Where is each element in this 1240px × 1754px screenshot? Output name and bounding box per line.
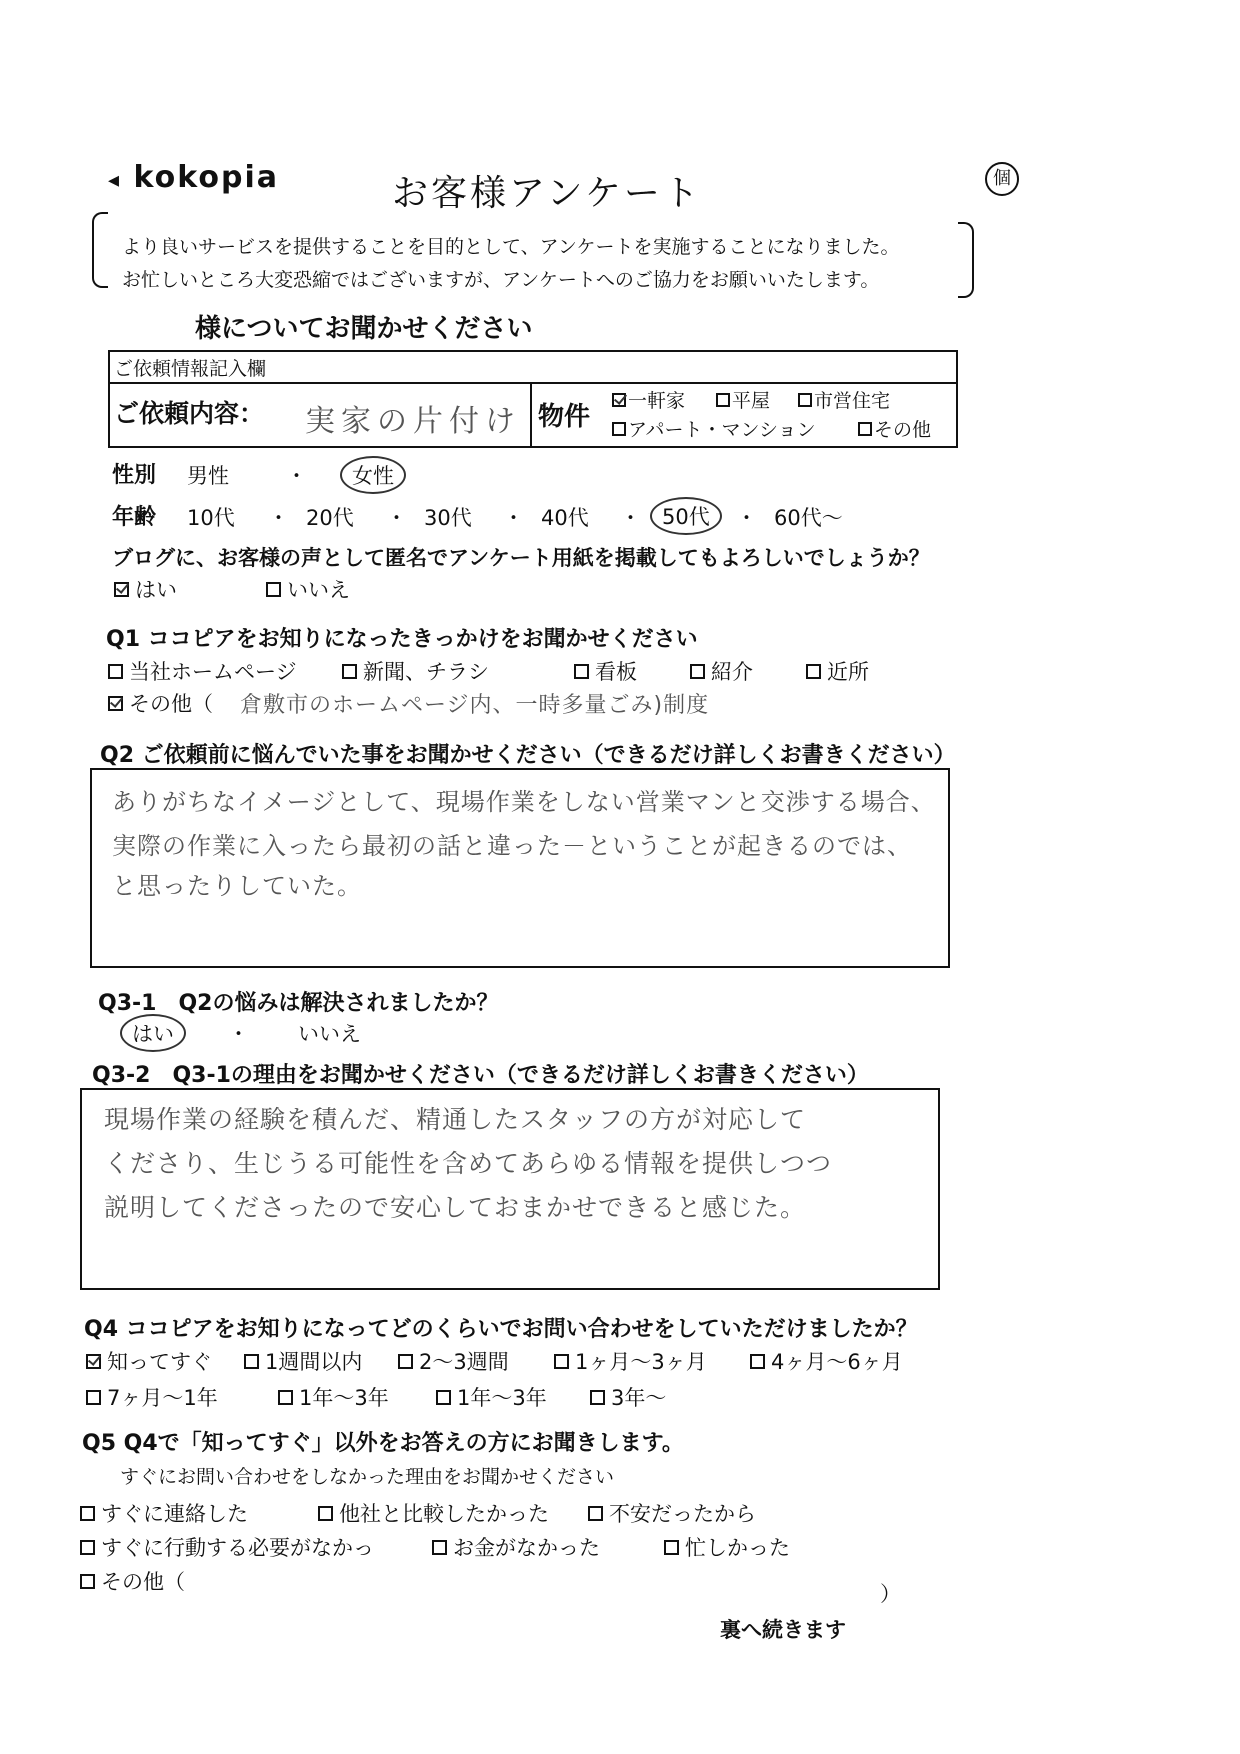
intro-line-2: お忙しいところ大変恐縮ではございますが、アンケートへのご協力をお願いいたします。: [122, 269, 880, 291]
q3-2-answer-line-2: くださり、生じうる可能性を含めてあらゆる情報を提供しつつ: [104, 1149, 833, 1178]
q5-option-no-money[interactable]: [432, 1532, 600, 1562]
intro-line-1: より良いサービスを提供することを目的として、アンケートを実施することになりました。: [122, 236, 900, 258]
age-option-60[interactable]: 60代〜: [774, 506, 843, 530]
checkbox[interactable]: [798, 393, 812, 407]
checkbox[interactable]: [664, 1540, 679, 1555]
age-sep-5: ・: [736, 506, 757, 530]
age-option-10[interactable]: 10代: [187, 506, 235, 530]
property-option-label: 市営住宅: [814, 390, 891, 412]
checkbox[interactable]: [108, 696, 123, 711]
blog-no-label: いいえ: [287, 578, 350, 602]
q3-1-question: Q3-1 Q2の悩みは解決されましたか？: [98, 991, 499, 1016]
q5-other-close: ）: [880, 1582, 901, 1606]
age-option-20[interactable]: 20代: [306, 506, 354, 530]
logo-text: kokopia: [133, 160, 280, 195]
property-option-label: その他: [874, 419, 932, 441]
q2-question: Q2 ご依頼前に悩んでいた事をお聞かせください（できるだけ詳しくお書きください）: [100, 743, 956, 768]
intro-bracket-right: [958, 222, 974, 298]
badge-text: 個: [993, 168, 1011, 189]
q4-option-1week[interactable]: [244, 1346, 362, 1376]
q5-option-contacted[interactable]: [80, 1498, 248, 1528]
checkbox[interactable]: [806, 664, 821, 679]
checkbox[interactable]: [750, 1354, 765, 1369]
property-option-label: アパート・マンション: [628, 419, 816, 441]
age-sep-3: ・: [503, 506, 524, 530]
checkbox[interactable]: [342, 664, 357, 679]
blog-yes-label: はい: [135, 578, 177, 602]
checkbox[interactable]: [80, 1540, 95, 1555]
gender-separator: ・: [286, 464, 307, 488]
property-option-label: 平屋: [732, 390, 771, 412]
q3-2-answer-line-3: 説明してくださったので安心しておまかせできると感じた。: [104, 1193, 807, 1222]
q5-option-label: 不安だったから: [609, 1502, 756, 1526]
q1-option-label: 看板: [595, 660, 637, 684]
q1-option-newspaper[interactable]: [342, 656, 489, 686]
q1-option-neighborhood[interactable]: [806, 656, 869, 686]
checkbox[interactable]: [244, 1354, 259, 1369]
checkbox[interactable]: [432, 1540, 447, 1555]
q3-1-no[interactable]: いいえ: [298, 1022, 361, 1046]
q3-2-question: Q3-2 Q3-1の理由をお聞かせください（できるだけ詳しくお書きください）: [92, 1063, 869, 1088]
checkbox[interactable]: [574, 664, 589, 679]
q1-option-label: 紹介: [711, 660, 753, 684]
q4-option-immediately[interactable]: [86, 1346, 212, 1376]
request-content-value: 実家の片付け: [305, 404, 521, 439]
q1-option-other[interactable]: [108, 688, 213, 718]
age-option-40[interactable]: 40代: [541, 506, 589, 530]
property-option-label: 一軒家: [628, 390, 686, 412]
q4-option-1-3years-a[interactable]: [278, 1382, 389, 1412]
q2-answer-line-1: ありがちなイメージとして、現場作業をしない営業マンと交渉する場合、: [112, 788, 936, 816]
checkbox[interactable]: [612, 422, 626, 436]
blog-no[interactable]: [266, 574, 350, 604]
gender-label: 性別: [112, 463, 157, 488]
continue-note: 裏へ続きます: [720, 1618, 846, 1642]
checkbox[interactable]: [690, 664, 705, 679]
q3-1-separator: ・: [228, 1022, 249, 1046]
q1-option-label: 新聞、チラシ: [363, 660, 489, 684]
checkbox[interactable]: [590, 1390, 605, 1405]
age-label: 年齢: [112, 505, 157, 530]
q4-option-label: 4ヶ月〜6ヶ月: [771, 1350, 903, 1374]
logo: [108, 160, 279, 195]
age-option-50[interactable]: 50代: [650, 497, 722, 535]
checkbox[interactable]: [716, 393, 730, 407]
checkbox[interactable]: [398, 1354, 413, 1369]
page-title: お客様アンケート: [392, 173, 702, 214]
q1-option-signboard[interactable]: [574, 656, 637, 686]
q4-option-label: 1ヶ月〜3ヶ月: [575, 1350, 707, 1374]
q1-other-label: その他（: [129, 692, 213, 716]
checkbox[interactable]: [436, 1390, 451, 1405]
age-option-30[interactable]: 30代: [424, 506, 472, 530]
q1-option-label: 当社ホームページ: [129, 660, 297, 684]
q5-subquestion: すぐにお問い合わせをしなかった理由をお聞かせください: [120, 1466, 615, 1488]
q5-other-label: その他（: [101, 1570, 185, 1594]
property-option-apartment[interactable]: [612, 415, 816, 442]
q4-option-2-3weeks[interactable]: [398, 1346, 509, 1376]
checkbox[interactable]: [588, 1506, 603, 1521]
checkbox[interactable]: [114, 582, 129, 597]
q5-option-label: すぐに行動する必要がなかっ: [101, 1536, 374, 1560]
checkbox[interactable]: [108, 664, 123, 679]
age-sep-1: ・: [268, 506, 289, 530]
age-sep-2: ・: [386, 506, 407, 530]
q3-1-yes[interactable]: はい: [120, 1014, 186, 1052]
checkbox[interactable]: [554, 1354, 569, 1369]
age-sep-4: ・: [620, 506, 641, 530]
blog-yes[interactable]: [114, 574, 177, 604]
checkbox[interactable]: [80, 1506, 95, 1521]
q5-option-other[interactable]: [80, 1566, 185, 1596]
q5-option-label: お金がなかった: [453, 1536, 600, 1560]
q4-option-label: 2〜3週間: [419, 1350, 509, 1374]
q2-answer-line-2: 実際の作業に入ったら最初の話と違った－ということが起きるのでは、: [112, 832, 912, 860]
property-option-ikkenya[interactable]: [612, 386, 685, 413]
q5-option-compare[interactable]: [318, 1498, 549, 1528]
property-option-shiei[interactable]: [798, 386, 890, 413]
q5-option-label: すぐに連絡した: [101, 1502, 248, 1526]
request-box-divider-h: [108, 382, 956, 384]
checkbox[interactable]: [86, 1354, 101, 1369]
q5-question: Q5 Q4で「知ってすぐ」以外をお答えの方にお聞きします。: [82, 1431, 684, 1456]
q4-option-label: 1週間以内: [265, 1350, 363, 1374]
gender-option-male[interactable]: 男性: [187, 464, 229, 488]
gender-option-female[interactable]: 女性: [340, 456, 406, 494]
q4-option-label: 7ヶ月〜1年: [107, 1386, 218, 1410]
checkbox[interactable]: [266, 582, 281, 597]
q5-option-label: 忙しかった: [685, 1536, 790, 1560]
q4-option-label: 1年〜3年: [457, 1386, 547, 1410]
request-box-divider-v: [530, 382, 532, 446]
property-option-hiraya[interactable]: [716, 386, 770, 413]
q1-option-label: 近所: [827, 660, 869, 684]
q4-option-label: 知ってすぐ: [107, 1350, 212, 1374]
q2-answer-line-3: と思ったりしていた。: [112, 872, 362, 900]
q4-option-4-6months[interactable]: [750, 1346, 903, 1376]
checkbox[interactable]: [86, 1390, 101, 1405]
property-option-other[interactable]: [858, 415, 931, 442]
property-label: 物件: [538, 402, 591, 432]
checkbox[interactable]: [318, 1506, 333, 1521]
checkbox[interactable]: [612, 393, 626, 407]
q4-question: Q4 ココピアをお知りになってどのくらいでお問い合わせをしていただけましたか？: [84, 1317, 918, 1342]
checkbox[interactable]: [80, 1574, 95, 1589]
q1-option-referral[interactable]: [690, 656, 753, 686]
q4-option-1-3months[interactable]: [554, 1346, 707, 1376]
q5-option-label: 他社と比較したかった: [339, 1502, 549, 1526]
q4-option-7m-1y[interactable]: [86, 1382, 218, 1412]
request-content-label: ご依頼内容：: [114, 399, 265, 428]
q1-question: Q1 ココピアをお知りになったきっかけをお聞かせください: [106, 627, 698, 652]
logo-mark-icon: ◂: [108, 168, 122, 193]
q1-other-value: 倉敷市のホームページ内、一時多量ごみ)制度: [240, 693, 710, 718]
checkbox[interactable]: [278, 1390, 293, 1405]
q4-option-3years[interactable]: [590, 1382, 666, 1412]
customer-heading: 様についてお聞かせください: [195, 314, 533, 344]
q4-option-label: 3年〜: [611, 1386, 667, 1410]
q4-option-label: 1年〜3年: [299, 1386, 389, 1410]
q3-2-answer-line-1: 現場作業の経験を積んだ、精通したスタッフの方が対応して: [104, 1105, 807, 1134]
checkbox[interactable]: [858, 422, 872, 436]
blog-question: ブログに、お客様の声として匿名でアンケート用紙を掲載してもよろしいでしょうか？: [112, 546, 930, 570]
q5-option-no-need[interactable]: [80, 1532, 374, 1562]
q1-option-homepage[interactable]: [108, 656, 297, 686]
badge: [985, 162, 1019, 196]
q5-option-anxious[interactable]: [588, 1498, 756, 1528]
intro-bracket-left: [92, 212, 108, 288]
q5-option-busy[interactable]: [664, 1532, 790, 1562]
q4-option-1-3years-b[interactable]: [436, 1382, 547, 1412]
request-box-label: ご依頼情報記入欄: [114, 358, 267, 380]
